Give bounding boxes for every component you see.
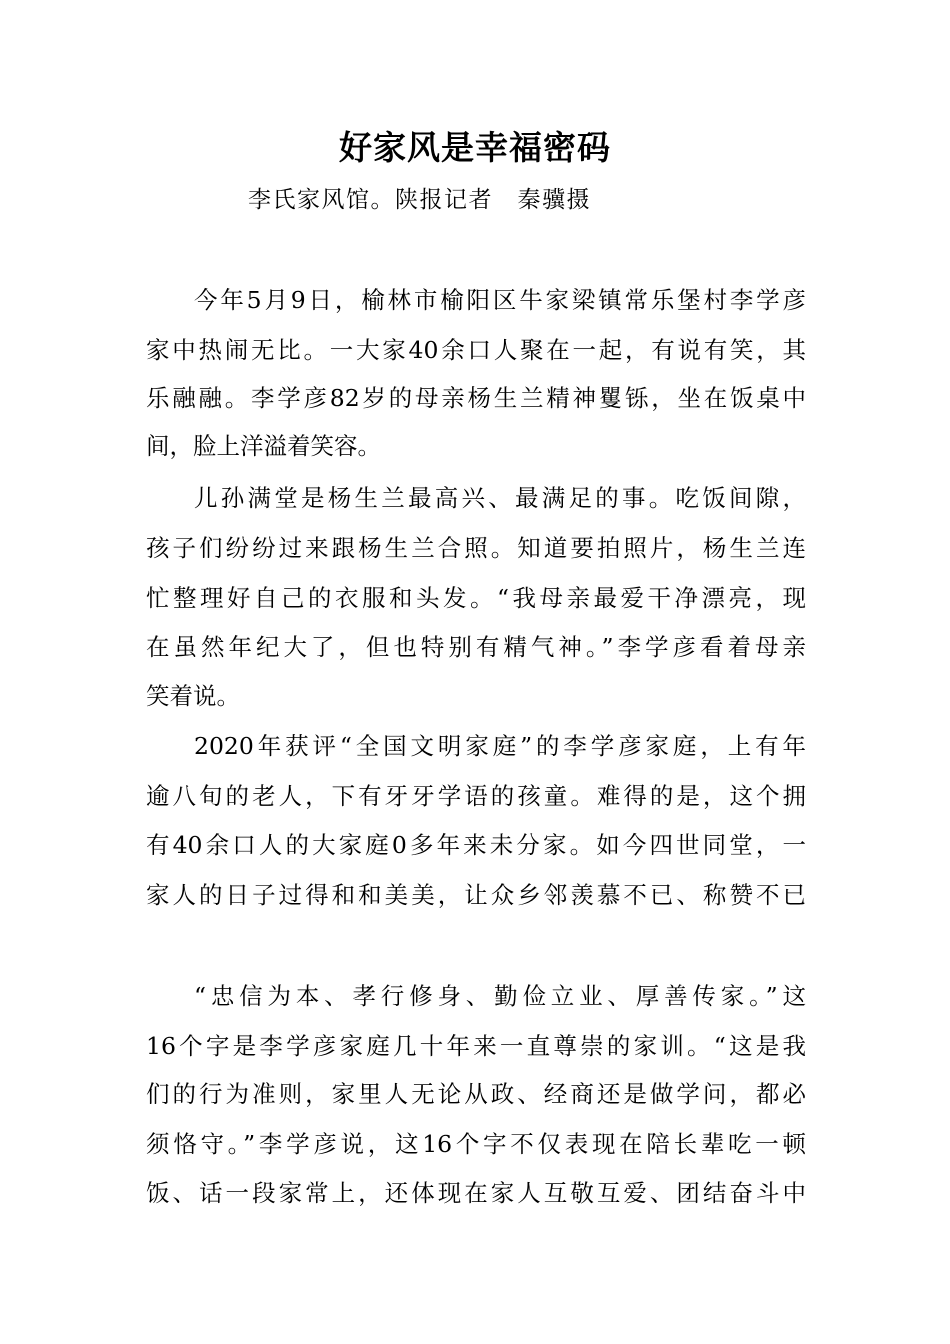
photo-caption: 李氏家风馆。陕报记者 秦骥摄: [248, 187, 591, 213]
text-line: 饭、话一段家常上，还体现在家人互敬互爱、团结奋斗中: [146, 1179, 806, 1207]
text-line: 有40余口人的大家庭0多年来未分家。如今四世同堂，一: [146, 831, 806, 859]
text-line: 儿孙满堂是杨生兰最高兴、最满足的事。吃饭间隙，: [194, 484, 806, 512]
text-line: 家中热闹无比。一大家40余口人聚在一起，有说有笑，其: [146, 336, 806, 364]
article-title: 好家风是幸福密码: [339, 128, 611, 167]
text-line: “忠信为本、孝行修身、勤俭立业、厚善传家。”这: [194, 982, 806, 1010]
text-line: 笑着说。: [146, 682, 240, 710]
text-line: 今年5月9日，榆林市榆阳区牛家梁镇常乐堡村李学彦: [194, 286, 806, 314]
text-line: 须恪守。”李学彦说，这16个字不仅表现在陪长辈吃一顿: [146, 1130, 806, 1158]
text-line: 16个字是李学彦家庭几十年来一直尊崇的家训。“这是我: [146, 1032, 806, 1060]
text-line: 家人的日子过得和和美美，让众乡邻羡慕不已、称赞不已: [146, 881, 806, 909]
text-line: 们的行为准则，家里人无论从政、经商还是做学问，都必: [146, 1080, 806, 1108]
text-line: 在虽然年纪大了，但也特别有精气神。”李学彦看着母亲: [146, 633, 806, 661]
text-line: 2020年获评“全国文明家庭”的李学彦家庭，上有年: [194, 732, 806, 760]
text-line: 孩子们纷纷过来跟杨生兰合照。知道要拍照片，杨生兰连: [146, 534, 806, 562]
text-line: 逾八旬的老人，下有牙牙学语的孩童。难得的是，这个拥: [146, 782, 806, 810]
text-line: 间，脸上洋溢着笑容。: [146, 432, 381, 460]
text-line: 乐融融。李学彦82岁的母亲杨生兰精神矍铄，坐在饭桌中: [146, 384, 806, 412]
text-line: 忙整理好自己的衣服和头发。“我母亲最爱干净漂亮，现: [146, 584, 806, 612]
